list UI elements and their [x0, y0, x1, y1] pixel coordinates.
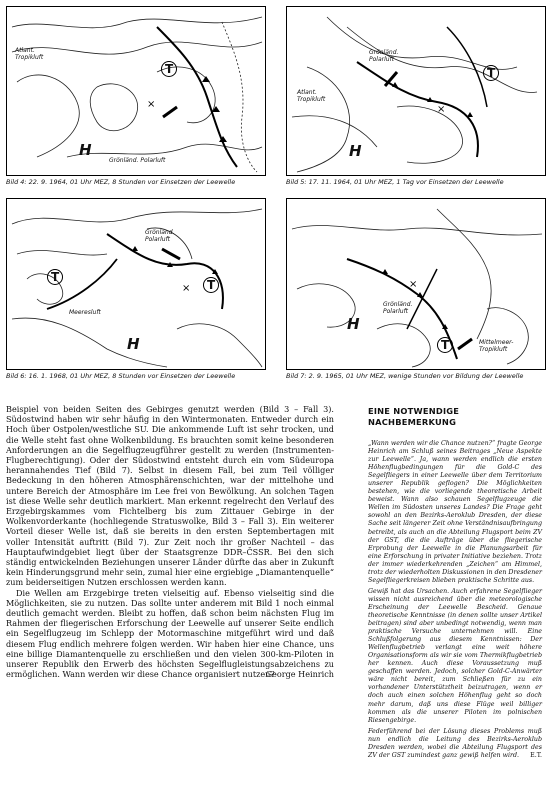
trough-label: T — [47, 269, 63, 285]
high-pressure-label: H — [349, 142, 362, 160]
airmass-label: Mittelmeer-Tropikluft — [479, 339, 514, 353]
high-pressure-label: H — [127, 335, 140, 353]
airmass-label: Meeresluft — [69, 309, 101, 316]
figure-caption: Bild 6: 16. 1. 1968, 01 Uhr MEZ, 8 Stunden vor Einsetzen der Leewelle — [6, 372, 236, 380]
weather-map-bild-4 — [6, 6, 266, 176]
figure-caption: Bild 7: 2. 9. 1965, 01 Uhr MEZ, wenige Stunden vor Bildung der Leewelle — [286, 372, 524, 380]
article-paragraph: Beispiel von beiden Seiten des Gebirges genutzt werden (Bild 3 – Fall 3). Südostwind haben wir sehr häufig in den Wintermonaten. Entweder durch ein Hoch über Ostpolen/westliche SU. Die ankommende Luft ist sehr trocken, und die Welle steht fast ohne Wolkenbildung. Es brauchten somit keine besonderen Anforderungen an die Segelflugzeugführer gestellt zu werden (Instrumenten-Flugberechtigung). Oder der Südostwind entsteht durch ein vom Südeuropa herannahendes Tief (Bild 7). Selbst in diesem Fall, bei zum Teil völliger Bedeckung in den höheren Atmosphärenschichten, war der mittelhohe und untere Bereich der Atmosphäre im Lee frei von Bewölkung. An solchen Tagen ist diese Welle sehr deutlich markiert. Man erkennt regelrecht den Verlauf des Erzgebirgskammes vom Fichtelberg bis zum Zittauer Gebirge in der Wolkenvorderkante (hochliegende Stratuswolke, Bild 3 – Fall 3). Ein weiterer Vorteil dieser Welle ist, daß sie bereits in den ersten Septembertagen mit voller Intensität auftritt (Bild 7). Zur Zeit noch ihr großer Nachteil – das Hauptaufwindgebiet liegt über der Staatsgrenze DDR–ČSSR. Bei den sich ständig entwickelnden Beziehungen unserer Länder dürfte das aber in Zukunft kein Hinderungsgrund mehr sein, zumal hier eine ergiebige „Diamantenquelle“ zum beiderseitigen Nutzen erschlossen werden kann. — [6, 404, 334, 588]
trough-label: T — [161, 61, 177, 77]
figure-caption: Bild 5: 17. 11. 1964, 01 Uhr MEZ, 1 Tag vor Einsetzen der Leewelle — [286, 178, 504, 186]
airmass-label: Atlant. Tropikluft — [15, 47, 44, 61]
sidebar-paragraph: Federführend bei der Lösung dieses Problems muß nun endlich die Leitung des Bezirks-Aeroklub Dresden werden, wobei die Abteilung Flugsport des ZV der GST zumindest ganz gewiß helfen wird. E.T. — [368, 727, 542, 759]
sidebar-signature: E.T. — [530, 751, 542, 759]
high-pressure-label: H — [79, 141, 92, 159]
article-author: George Heinrich — [265, 669, 334, 680]
svg-text:×: × — [409, 279, 418, 290]
svg-text:×: × — [437, 104, 446, 115]
figure-caption: Bild 4: 22. 9. 1964, 01 Uhr MEZ, 8 Stunden vor Einsetzen der Leewelle — [6, 178, 236, 186]
svg-text:×: × — [182, 283, 191, 294]
airmass-label: Atlant. Tropikluft — [297, 89, 326, 103]
trough-label: T — [437, 337, 453, 353]
trough-label: T — [483, 65, 499, 81]
airmass-label: Grönländ. Polarluft — [369, 49, 399, 63]
article-body — [6, 404, 334, 680]
svg-text:×: × — [147, 99, 156, 110]
sidebar-heading-line-2: NACHBEMERKUNG — [368, 417, 457, 427]
weather-map-drawing — [7, 7, 265, 175]
weather-map-bild-5 — [286, 6, 546, 176]
article-paragraph: Die Wellen am Erzgebirge treten vielseitig auf. Ebenso vielseitig sind die Möglichkeiten, sie zu nutzen. Das sollte unter anderem mit Bild 1 noch einmal deutlich gemacht werden. Bleibt zu hoffen, daß schon beim nächsten Flug im Rahmen der fliegerischen Erforschung der Leewelle auf unserer Seite endlich ein Segelflugzeug im Schlepp der Motormaschine mitgeführt wird und daß diesem Flug endlich mehrere folgen werden. Wir haben hier eine Chance, uns eine billige Diamantenquelle zu erschließen und den vielen 300-km-Piloten in unserer Republik den Erwerb des höchsten Segelflugleistungsabzeichens zu ermöglichen. Wann werden wir diese Chance organisiert nutzen? — [6, 587, 334, 680]
high-pressure-label: H — [347, 315, 360, 333]
airmass-label: Grönländ. Polarluft — [145, 229, 175, 243]
sidebar-heading-line-1: EINE NOTWENDIGE — [368, 406, 460, 416]
trough-label: T — [203, 277, 219, 293]
airmass-label: Grönländ. Polarluft — [109, 157, 166, 164]
sidebar-heading — [368, 406, 538, 428]
sidebar-paragraph: Gewiß hat das Ursachen. Auch erfahrene Segelflieger wissen nicht ausreichend über die meteorologische Erscheinung der Leewelle Bescheid. Genaue theoretische Kenntnisse (in denen sollte unser Artikel beitragen) sind aber unbedingt notwendig, wenn man praktische Versuche unternehmen will. Eine Schlußfolgerung aus diesem Kenntnissen: Der Wellenflugbetrieb verlangt eine weit höhere Organisationsform als wir sie vom Thermikflugbetrieb her kennen. Auch diese Voraussetzung muß geschaffen werden. Jedoch, solcher Gold-C-Anwärter wäre nicht bereit, zum Schließen für zu ein vorhandener Unterstütztheit beizutragen, wenn er doch auch einen solchen Höhenflug geht so doch mehr darum, daß uns diese Flüge weil billiger kommen als die unserer Piloten im polnischen Riesengebirge. — [368, 587, 542, 724]
sidebar-body — [368, 440, 542, 763]
weather-map-bild-6 — [6, 198, 266, 370]
sidebar-paragraph: „Wann werden wir die Chance nutzen?“ fragte George Heinrich am Schluß seines Beitrages „Neue Aspekte zur Leewelle“. Ja, wann werden endlich die ersten Höhenflugbedingungen für die Gold-C des Segelfliegers in einer Leewelle über dem Territorium unserer Republik geflogen? Die Möglichkeiten bestehen, wie die vorliegende theoretische Arbeit beweist. Wann also schauen Segelflugzeuge die Wellen im Südosten unseres Landes? Die Frage geht sowohl an den Bezirks-Aeroklub Dresden, der diese Sache seit längerer Zeit ohne Verständnisaufbringung betreibt, als auch an die Abteilung Flugsport beim ZV der GST, die die Aufträge über die fliegerische Erprobung der Leewelle in die Planungsarbeit für eine Erforschung in privater Initiative beziehen. Trotz der immer wiederkehrenden „Zeichen“ am Himmel, trotz der wiederholten Diskussionen in den Dresdener Segelfliegerkreisen blieben praktische Schritte aus. — [368, 440, 542, 584]
weather-map-bild-7 — [286, 198, 546, 370]
airmass-label: Grönländ. Polarluft — [383, 301, 413, 315]
